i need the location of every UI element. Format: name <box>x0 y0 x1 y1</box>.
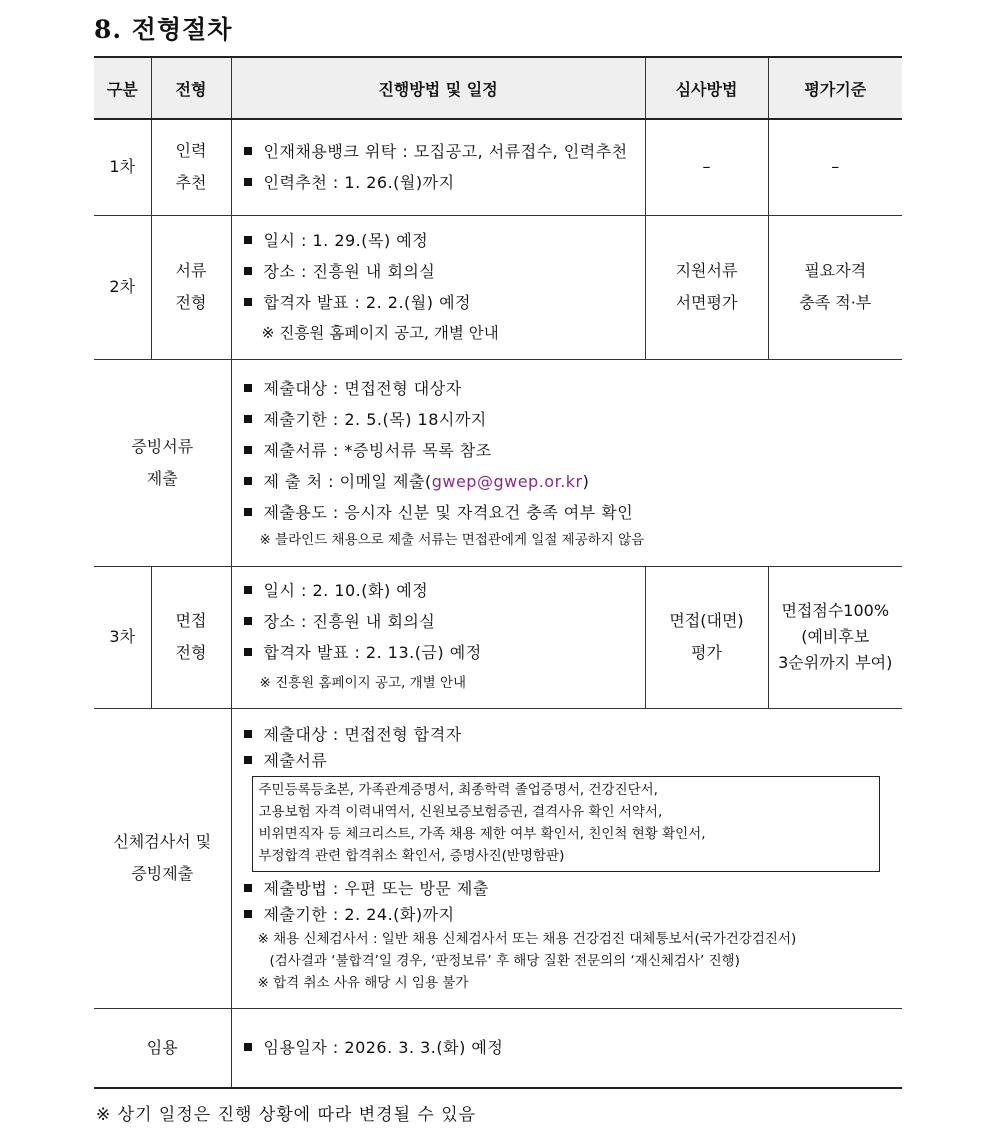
header-review: 심사방법 <box>645 57 768 119</box>
bullet-square-icon <box>244 586 252 594</box>
header-gubun: 구분 <box>94 57 151 119</box>
row2-gubun: 2차 <box>94 215 151 359</box>
list-item: 합격자 발표 : 2. 2.(월) 예정 <box>244 287 645 318</box>
list-item: 장소 : 진흥원 내 회의실 <box>244 256 645 287</box>
row4-note: ※ 진흥원 홈페이지 공고, 개별 안내 <box>259 675 467 691</box>
row5-note-1: ※ 채용 신체검사서 : 일반 채용 신체검사서 또는 채용 건강검진 대체통보서(국가건강검진서) <box>257 931 797 947</box>
row1-criteria: – <box>768 119 902 215</box>
document-line: 고용보험 자격 이력내역서, 신원보증보험증권, 결격사유 확인 서약서, <box>258 804 663 820</box>
list-item: 일시 : 1. 29.(목) 예정 <box>244 225 645 256</box>
row2-criteria <box>768 215 902 359</box>
list-item: 제출기한 : 2. 5.(목) 18시까지 <box>244 404 903 435</box>
email-link[interactable]: gwep@gwep.or.kr <box>431 472 583 491</box>
row1-method <box>231 119 645 215</box>
row2-review <box>645 215 768 359</box>
row5-method <box>231 708 902 1008</box>
row4-criteria-line1: 면접점수100% <box>781 601 890 620</box>
table-row-1 <box>94 119 902 215</box>
bullet-square-icon <box>244 884 252 892</box>
document-line: 부정합격 관련 합격취소 확인서, 증명사진(반명함판) <box>258 848 565 864</box>
row4-review-line2: 평가 <box>691 643 722 662</box>
footer-note: ※ 상기 일정은 진행 상황에 따라 변경될 수 있음 <box>96 1105 477 1125</box>
row4-stage-line2: 전형 <box>175 643 207 662</box>
row2-criteria-line1: 필요자격 <box>804 261 867 280</box>
bullet-square-icon <box>244 617 252 625</box>
list-item: 제 출 처 : 이메일 제출(gwep@gwep.or.kr) <box>244 466 903 497</box>
row4-review <box>645 566 768 708</box>
row2-method <box>231 215 645 359</box>
list-item: 제출대상 : 면접전형 대상자 <box>244 373 903 404</box>
list-item: 인력추천 : 1. 26.(월)까지 <box>244 167 645 198</box>
list-item: 제출서류 : *증빙서류 목록 참조 <box>244 435 903 466</box>
document-line: 주민등록등초본, 가족관계증명서, 최종학력 졸업증명서, 건강진단서, <box>258 782 658 798</box>
table-row-5 <box>94 708 902 1008</box>
bullet-square-icon <box>244 147 252 155</box>
list-item: 장소 : 진흥원 내 회의실 <box>244 606 645 637</box>
table-header-row <box>94 57 902 119</box>
list-item: 인재채용뱅크 위탁 : 모집공고, 서류접수, 인력추천 <box>244 136 645 167</box>
table-row-4 <box>94 566 902 708</box>
row5-note-3: ※ 합격 취소 사유 해당 시 임용 불가 <box>257 975 469 991</box>
row2-stage-line1: 서류 <box>175 261 207 280</box>
list-item: 임용일자 : 2026. 3. 3.(화) 예정 <box>244 1032 903 1063</box>
row3-method <box>231 359 902 566</box>
bullet-square-icon <box>244 648 252 656</box>
row4-gubun: 3차 <box>94 566 151 708</box>
row1-gubun: 1차 <box>94 119 151 215</box>
table-row-2 <box>94 215 902 359</box>
bullet-square-icon <box>244 415 252 423</box>
row2-criteria-line2: 충족 적·부 <box>799 293 872 312</box>
header-jeonhyeong: 전형 <box>151 57 231 119</box>
row2-stage <box>151 215 231 359</box>
row1-review: – <box>645 119 768 215</box>
row4-method <box>231 566 645 708</box>
row1-stage <box>151 119 231 215</box>
list-item: 제출기한 : 2. 24.(화)까지 <box>244 902 903 928</box>
bullet-square-icon <box>244 298 252 306</box>
bullet-square-icon <box>244 384 252 392</box>
bullet-square-icon <box>244 477 252 485</box>
row1-stage-line1: 인력 <box>175 141 207 161</box>
header-criteria: 평가기준 <box>768 57 902 119</box>
row3-label-line1: 증빙서류 <box>131 436 194 456</box>
table-row-3 <box>94 359 902 566</box>
bullet-square-icon <box>244 910 252 918</box>
list-item: 제출대상 : 면접전형 합격자 <box>244 722 903 748</box>
row4-criteria-line2: (예비후보 <box>801 627 870 646</box>
list-item: 합격자 발표 : 2. 13.(금) 예정 <box>244 637 645 668</box>
required-documents-box <box>252 776 880 872</box>
row5-note-2: (검사결과 ‘불합격’일 경우, ‘판정보류’ 후 해당 질환 전문의의 ‘재신체검사’ 진행) <box>269 953 740 969</box>
bullet-square-icon <box>244 508 252 516</box>
row5-label-line2: 증빙제출 <box>131 864 194 883</box>
row2-review-line1: 지원서류 <box>675 261 738 280</box>
row6-method <box>231 1008 902 1088</box>
row5-label <box>94 708 231 1008</box>
row3-label <box>94 359 231 566</box>
list-item: 제출서류 <box>244 748 903 774</box>
list-item: 제출방법 : 우편 또는 방문 제출 <box>244 876 903 902</box>
header-method: 진행방법 및 일정 <box>231 57 645 119</box>
row1-stage-line2: 추천 <box>175 173 207 193</box>
row4-review-line1: 면접(대면) <box>669 611 744 630</box>
bullet-square-icon <box>244 446 252 454</box>
bullet-square-icon <box>244 756 252 764</box>
table-row-6 <box>94 1008 902 1088</box>
bullet-square-icon <box>244 1043 252 1051</box>
bullet-square-icon <box>244 267 252 275</box>
row5-label-line1: 신체검사서 및 <box>113 832 212 851</box>
selection-procedure-table <box>94 56 902 1089</box>
section-title: 8. 전형절차 <box>94 15 233 44</box>
row3-label-line2: 제출 <box>146 468 178 488</box>
row4-stage <box>151 566 231 708</box>
row4-criteria-line3: 3순위까지 부여) <box>778 653 893 672</box>
row2-note: ※ 진흥원 홈페이지 공고, 개별 안내 <box>261 324 499 342</box>
row6-label: 임용 <box>94 1008 231 1088</box>
bullet-square-icon <box>244 730 252 738</box>
list-item: 일시 : 2. 10.(화) 예정 <box>244 575 645 606</box>
row4-criteria <box>768 566 902 708</box>
row2-review-line2: 서면평가 <box>675 293 738 312</box>
row4-stage-line1: 면접 <box>175 611 207 630</box>
row2-stage-line2: 전형 <box>175 293 207 312</box>
document-line: 비위면직자 등 체크리스트, 가족 채용 제한 여부 확인서, 친인척 현황 확인서, <box>258 826 706 842</box>
bullet-square-icon <box>244 236 252 244</box>
row3-note: ※ 블라인드 채용으로 제출 서류는 면접관에게 일절 제공하지 않음 <box>259 532 645 548</box>
bullet-square-icon <box>244 178 252 186</box>
list-item: 제출용도 : 응시자 신분 및 자격요건 충족 여부 확인 <box>244 497 903 528</box>
